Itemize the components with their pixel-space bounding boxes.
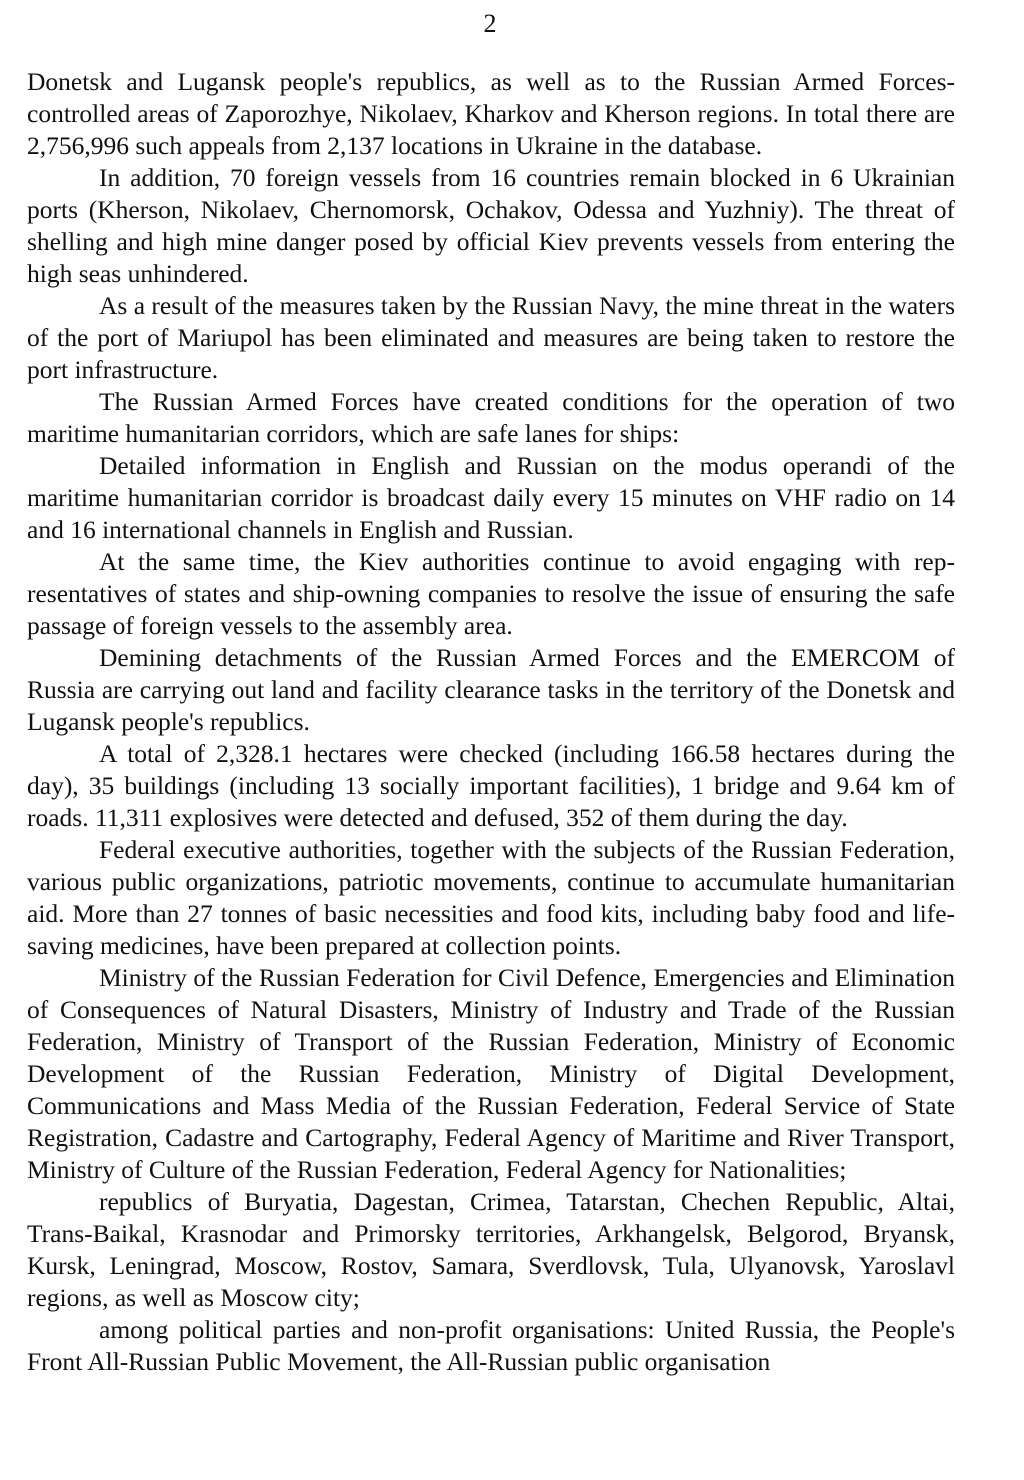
paragraph: At the same time, the Kiev authorities continue to avoid engaging with representatives of states and ship-owning companies to resolve the issue of ensuring the safe passage of foreign vessels to the assembly area. (27, 547, 955, 640)
page-number: 2 (483, 9, 497, 38)
paragraph: Demining detachments of the Russian Armed Forces and the EMERCOM of Russia are carrying out land and facility clearance tasks in the territory of the Donetsk and Lugansk people's republics. (27, 643, 955, 736)
paragraph: As a result of the measures taken by the Russian Navy, the mine threat in the waters of the port of Mariupol has been eliminated and measures are being taken to restore the port infrastructure. (27, 291, 955, 384)
paragraph: In addition, 70 foreign vessels from 16 countries remain blocked in 6 Ukrainian ports (Kherson, Nikolaev, Chernomorsk, Ochakov, Odessa and Yuzhniy). The threat of shelling and high mine danger posed by official Kiev prevents vessels from entering the high seas unhindered. (27, 163, 955, 288)
paragraph: Ministry of the Russian Federation for Civil Defence, Emergencies and Elimination of Consequences of Natural Disasters, Ministry of Industry and Trade of the Russian Federation, Ministry of Transport of the Russian Federation, Ministry of Economic Development of the Russian Federation, Ministry of Digital Development, Communications and Mass Media of the Russian Federation, Federal Service of State Registration, Cadastre and Cartography, Federal Agency of Maritime and River Transport, Ministry of Culture of the Russian Federation, Federal Agency for Nationalities; (27, 963, 955, 1184)
paragraph: The Russian Armed Forces have created conditions for the operation of two maritime humanitarian corridors, which are safe lanes for ships: (27, 387, 955, 448)
body-text (27, 66, 955, 1378)
paragraph: A total of 2,328.1 hectares were checked (including 166.58 hectares during the day), 35 buildings (including 13 socially important facilities), 1 bridge and 9.64 km of roads. 11,311 explosives were detected and defused, 352 of them during the day. (27, 739, 955, 832)
paragraph: Donetsk and Lugansk people's republics, as well as to the Russian Armed Forces-controlled areas of Zaporozhye, Nikolaev, Kharkov and Kherson regions. In total there are 2,756,996 such appeals from 2,137 locations in Ukraine in the database. (27, 67, 955, 160)
paragraph: among political parties and non-profit organisations: United Russia, the People's Front All-Russian Public Movement, the All-Russian public organisation (27, 1315, 955, 1376)
paragraph: republics of Buryatia, Dagestan, Crimea, Tatarstan, Chechen Republic, Altai, Trans-Baikal, Krasnodar and Primorsky territories, Arkhangelsk, Belgorod, Bryansk, Kursk, Leningrad, Moscow, Rostov, Samara, Sverdlovsk, Tula, Ulyanovsk, Yaroslavl regions, as well as Moscow city; (27, 1187, 955, 1312)
paragraph: Federal executive authorities, together with the subjects of the Russian Federation, various public organizations, patriotic movements, continue to accumulate humanitarian aid. More than 27 tonnes of basic necessities and food kits, including baby food and life-saving medicines, have been prepared at collection points. (27, 835, 955, 960)
paragraph: Detailed information in English and Russian on the modus operandi of the maritime humanitarian corridor is broadcast daily every 15 minutes on VHF radio on 14 and 16 international channels in English and Russian. (27, 451, 955, 544)
